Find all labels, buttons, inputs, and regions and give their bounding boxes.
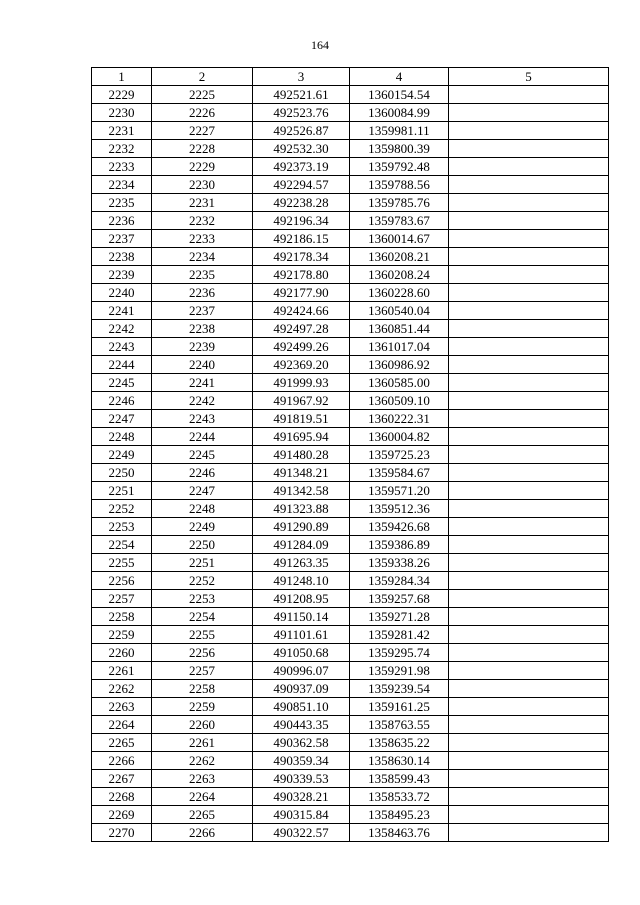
table-cell-col-2: 2240: [152, 356, 253, 374]
table-cell-col-1: 2244: [92, 356, 152, 374]
table-cell-col-4: 1360222.31: [350, 410, 449, 428]
table-cell-col-4: 1359257.68: [350, 590, 449, 608]
table-cell-col-2: 2266: [152, 824, 253, 842]
table-cell-col-1: 2269: [92, 806, 152, 824]
table-cell-col-5: [449, 698, 609, 716]
table-cell-col-3: 491323.88: [253, 500, 350, 518]
table-cell-col-4: 1359291.98: [350, 662, 449, 680]
table-cell-col-4: 1359783.67: [350, 212, 449, 230]
table-cell-col-1: 2234: [92, 176, 152, 194]
table-cell-col-3: 492238.28: [253, 194, 350, 212]
table-cell-col-5: [449, 788, 609, 806]
table-cell-col-4: 1360986.92: [350, 356, 449, 374]
table-row: [92, 464, 609, 482]
table-cell-col-4: 1359295.74: [350, 644, 449, 662]
table-cell-col-2: 2234: [152, 248, 253, 266]
table-cell-col-3: 491284.09: [253, 536, 350, 554]
table-cell-col-5: [449, 806, 609, 824]
table-cell-col-3: 491101.61: [253, 626, 350, 644]
table-cell-col-2: 2237: [152, 302, 253, 320]
table-cell-col-2: 2239: [152, 338, 253, 356]
table-cell-col-5: [449, 392, 609, 410]
table-cell-col-5: [449, 662, 609, 680]
table-cell-col-4: 1358495.23: [350, 806, 449, 824]
table-cell-col-1: 2253: [92, 518, 152, 536]
table-cell-col-5: [449, 140, 609, 158]
table-cell-col-5: [449, 554, 609, 572]
table-cell-col-2: 2258: [152, 680, 253, 698]
header-row: [92, 68, 609, 86]
table-cell-col-4: 1359788.56: [350, 176, 449, 194]
table-cell-col-4: 1360004.82: [350, 428, 449, 446]
table-cell-col-2: 2243: [152, 410, 253, 428]
table-row: [92, 770, 609, 788]
table-cell-col-2: 2241: [152, 374, 253, 392]
table-cell-col-3: 491695.94: [253, 428, 350, 446]
table-row: [92, 698, 609, 716]
table-cell-col-1: 2254: [92, 536, 152, 554]
table-cell-col-4: 1359281.42: [350, 626, 449, 644]
table-cell-col-3: 490937.09: [253, 680, 350, 698]
table-row: [92, 392, 609, 410]
table-cell-col-4: 1358630.14: [350, 752, 449, 770]
table-cell-col-1: 2251: [92, 482, 152, 500]
table-cell-col-4: 1358533.72: [350, 788, 449, 806]
table-cell-col-1: 2233: [92, 158, 152, 176]
table-cell-col-3: 492186.15: [253, 230, 350, 248]
table-cell-col-1: 2256: [92, 572, 152, 590]
table-row: [92, 716, 609, 734]
table-body: [92, 86, 609, 842]
table-cell-col-1: 2260: [92, 644, 152, 662]
table-cell-col-1: 2266: [92, 752, 152, 770]
table-cell-col-5: [449, 536, 609, 554]
table-cell-col-4: 1359161.25: [350, 698, 449, 716]
table-cell-col-1: 2242: [92, 320, 152, 338]
table-cell-col-4: 1360084.99: [350, 104, 449, 122]
table-row: [92, 554, 609, 572]
table-cell-col-4: 1359338.26: [350, 554, 449, 572]
table-cell-col-3: 492424.66: [253, 302, 350, 320]
table-cell-col-1: 2237: [92, 230, 152, 248]
header-cell-4: 4: [350, 68, 449, 86]
table-cell-col-2: 2247: [152, 482, 253, 500]
table-cell-col-5: [449, 626, 609, 644]
table-row: [92, 86, 609, 104]
table-cell-col-5: [449, 824, 609, 842]
table-row: [92, 122, 609, 140]
table-row: [92, 104, 609, 122]
table-cell-col-4: 1359284.34: [350, 572, 449, 590]
table-cell-col-2: 2245: [152, 446, 253, 464]
table-row: [92, 446, 609, 464]
table-cell-col-4: 1358463.76: [350, 824, 449, 842]
table-cell-col-3: 490362.58: [253, 734, 350, 752]
table-cell-col-3: 490328.21: [253, 788, 350, 806]
table-cell-col-1: 2235: [92, 194, 152, 212]
table-cell-col-2: 2246: [152, 464, 253, 482]
table-row: [92, 734, 609, 752]
table-cell-col-3: 492369.20: [253, 356, 350, 374]
table-row: [92, 302, 609, 320]
table-row: [92, 320, 609, 338]
table-row: [92, 212, 609, 230]
table-cell-col-1: 2259: [92, 626, 152, 644]
table-cell-col-2: 2232: [152, 212, 253, 230]
table-cell-col-2: 2259: [152, 698, 253, 716]
table-cell-col-2: 2251: [152, 554, 253, 572]
table-cell-col-2: 2226: [152, 104, 253, 122]
table-row: [92, 572, 609, 590]
table-cell-col-2: 2253: [152, 590, 253, 608]
table-cell-col-3: 491208.95: [253, 590, 350, 608]
table-cell-col-2: 2252: [152, 572, 253, 590]
table-cell-col-4: 1359981.11: [350, 122, 449, 140]
table-cell-col-2: 2231: [152, 194, 253, 212]
table-cell-col-5: [449, 284, 609, 302]
table-cell-col-2: 2249: [152, 518, 253, 536]
table-cell-col-3: 491050.68: [253, 644, 350, 662]
table-row: [92, 356, 609, 374]
table-row: [92, 536, 609, 554]
table-cell-col-5: [449, 752, 609, 770]
table-cell-col-5: [449, 428, 609, 446]
table-cell-col-5: [449, 194, 609, 212]
table-cell-col-4: 1360851.44: [350, 320, 449, 338]
header-cell-2: 2: [152, 68, 253, 86]
table-row: [92, 590, 609, 608]
table-cell-col-2: 2248: [152, 500, 253, 518]
table-cell-col-5: [449, 716, 609, 734]
table-cell-col-1: 2238: [92, 248, 152, 266]
table-cell-col-1: 2232: [92, 140, 152, 158]
table-cell-col-4: 1360228.60: [350, 284, 449, 302]
table-cell-col-3: 492526.87: [253, 122, 350, 140]
table-cell-col-3: 492499.26: [253, 338, 350, 356]
table-cell-col-3: 491263.35: [253, 554, 350, 572]
table-cell-col-1: 2247: [92, 410, 152, 428]
header-cell-3: 3: [253, 68, 350, 86]
table-cell-col-5: [449, 464, 609, 482]
table-cell-col-3: 492294.57: [253, 176, 350, 194]
table-cell-col-2: 2263: [152, 770, 253, 788]
table-cell-col-5: [449, 338, 609, 356]
table-cell-col-4: 1359584.67: [350, 464, 449, 482]
table-cell-col-4: 1360208.24: [350, 266, 449, 284]
table-row: [92, 752, 609, 770]
table-cell-col-1: 2262: [92, 680, 152, 698]
table-cell-col-4: 1359725.23: [350, 446, 449, 464]
table-cell-col-4: 1359239.54: [350, 680, 449, 698]
table-row: [92, 806, 609, 824]
table-cell-col-2: 2261: [152, 734, 253, 752]
table-cell-col-3: 492196.34: [253, 212, 350, 230]
table-row: [92, 788, 609, 806]
table-cell-col-3: 490322.57: [253, 824, 350, 842]
table-cell-col-2: 2254: [152, 608, 253, 626]
table-cell-col-2: 2230: [152, 176, 253, 194]
table-cell-col-3: 492523.76: [253, 104, 350, 122]
table-row: [92, 662, 609, 680]
table-cell-col-2: 2257: [152, 662, 253, 680]
table-cell-col-5: [449, 680, 609, 698]
table-cell-col-3: 492521.61: [253, 86, 350, 104]
page-number: 164: [311, 38, 329, 52]
table-cell-col-2: 2264: [152, 788, 253, 806]
table-row: [92, 338, 609, 356]
table-cell-col-2: 2225: [152, 86, 253, 104]
table-cell-col-1: 2257: [92, 590, 152, 608]
table-row: [92, 140, 609, 158]
table-cell-col-1: 2270: [92, 824, 152, 842]
coordinates-table: [91, 67, 609, 842]
table-cell-col-3: 490315.84: [253, 806, 350, 824]
table-cell-col-3: 491967.92: [253, 392, 350, 410]
table-cell-col-1: 2246: [92, 392, 152, 410]
table-cell-col-1: 2231: [92, 122, 152, 140]
table-cell-col-1: 2230: [92, 104, 152, 122]
table-cell-col-5: [449, 212, 609, 230]
table-cell-col-4: 1358635.22: [350, 734, 449, 752]
table-row: [92, 374, 609, 392]
table-cell-col-3: 492178.80: [253, 266, 350, 284]
table-cell-col-1: 2264: [92, 716, 152, 734]
table-cell-col-1: 2261: [92, 662, 152, 680]
table-cell-col-3: 491348.21: [253, 464, 350, 482]
table-cell-col-2: 2242: [152, 392, 253, 410]
table-row: [92, 194, 609, 212]
table-row: [92, 428, 609, 446]
table-cell-col-3: 492497.28: [253, 320, 350, 338]
table-cell-col-3: 491342.58: [253, 482, 350, 500]
table-cell-col-5: [449, 572, 609, 590]
table-cell-col-3: 490339.53: [253, 770, 350, 788]
table-row: [92, 482, 609, 500]
table-cell-col-2: 2260: [152, 716, 253, 734]
table-cell-col-5: [449, 230, 609, 248]
table-cell-col-4: 1360014.67: [350, 230, 449, 248]
table-row: [92, 644, 609, 662]
table-header: [92, 68, 609, 86]
table-cell-col-3: 491999.93: [253, 374, 350, 392]
table-cell-col-2: 2229: [152, 158, 253, 176]
table-cell-col-5: [449, 356, 609, 374]
table-cell-col-1: 2248: [92, 428, 152, 446]
table-cell-col-1: 2252: [92, 500, 152, 518]
table-cell-col-5: [449, 608, 609, 626]
table-cell-col-2: 2244: [152, 428, 253, 446]
table-cell-col-3: 491819.51: [253, 410, 350, 428]
table-cell-col-5: [449, 320, 609, 338]
table-row: [92, 266, 609, 284]
table-cell-col-4: 1360585.00: [350, 374, 449, 392]
table-cell-col-5: [449, 500, 609, 518]
table-row: [92, 608, 609, 626]
table-cell-col-4: 1359426.68: [350, 518, 449, 536]
table-cell-col-1: 2245: [92, 374, 152, 392]
table-cell-col-2: 2262: [152, 752, 253, 770]
table-cell-col-4: 1359785.76: [350, 194, 449, 212]
table-cell-col-3: 492373.19: [253, 158, 350, 176]
table-cell-col-4: 1359571.20: [350, 482, 449, 500]
table-cell-col-2: 2255: [152, 626, 253, 644]
table-cell-col-3: 491248.10: [253, 572, 350, 590]
table-cell-col-5: [449, 86, 609, 104]
table-cell-col-1: 2267: [92, 770, 152, 788]
table-cell-col-5: [449, 518, 609, 536]
table-row: [92, 824, 609, 842]
table-cell-col-2: 2228: [152, 140, 253, 158]
table-row: [92, 626, 609, 644]
table-cell-col-2: 2238: [152, 320, 253, 338]
table-cell-col-2: 2250: [152, 536, 253, 554]
table-cell-col-3: 490443.35: [253, 716, 350, 734]
table-cell-col-1: 2250: [92, 464, 152, 482]
table-row: [92, 680, 609, 698]
table-cell-col-5: [449, 122, 609, 140]
table-cell-col-5: [449, 770, 609, 788]
table-cell-col-4: 1359792.48: [350, 158, 449, 176]
table-cell-col-3: 491480.28: [253, 446, 350, 464]
table-cell-col-1: 2268: [92, 788, 152, 806]
table-cell-col-4: 1361017.04: [350, 338, 449, 356]
table-cell-col-4: 1360154.54: [350, 86, 449, 104]
table-cell-col-5: [449, 248, 609, 266]
table-cell-col-5: [449, 302, 609, 320]
table-cell-col-5: [449, 482, 609, 500]
table-cell-col-1: 2265: [92, 734, 152, 752]
table-cell-col-4: 1360540.04: [350, 302, 449, 320]
table-cell-col-1: 2255: [92, 554, 152, 572]
table-cell-col-3: 491290.89: [253, 518, 350, 536]
table-row: [92, 284, 609, 302]
table-cell-col-5: [449, 590, 609, 608]
table-cell-col-4: 1358763.55: [350, 716, 449, 734]
table-row: [92, 410, 609, 428]
table-cell-col-5: [449, 104, 609, 122]
table-cell-col-2: 2256: [152, 644, 253, 662]
table-cell-col-5: [449, 410, 609, 428]
table-cell-col-4: 1359271.28: [350, 608, 449, 626]
table-cell-col-4: 1359386.89: [350, 536, 449, 554]
table-cell-col-4: 1359800.39: [350, 140, 449, 158]
table-cell-col-2: 2235: [152, 266, 253, 284]
table-cell-col-1: 2236: [92, 212, 152, 230]
table-cell-col-5: [449, 266, 609, 284]
table-cell-col-4: 1358599.43: [350, 770, 449, 788]
table-cell-col-5: [449, 158, 609, 176]
table-cell-col-1: 2263: [92, 698, 152, 716]
table-cell-col-3: 492532.30: [253, 140, 350, 158]
table-cell-col-3: 490851.10: [253, 698, 350, 716]
table-cell-col-1: 2241: [92, 302, 152, 320]
table-cell-col-5: [449, 644, 609, 662]
table-cell-col-1: 2240: [92, 284, 152, 302]
table-row: [92, 230, 609, 248]
table-row: [92, 248, 609, 266]
table-cell-col-1: 2229: [92, 86, 152, 104]
table-cell-col-5: [449, 176, 609, 194]
table-cell-col-2: 2227: [152, 122, 253, 140]
table-cell-col-3: 490996.07: [253, 662, 350, 680]
table-cell-col-4: 1360208.21: [350, 248, 449, 266]
table-cell-col-2: 2265: [152, 806, 253, 824]
table-cell-col-5: [449, 446, 609, 464]
table-cell-col-2: 2236: [152, 284, 253, 302]
table-cell-col-5: [449, 374, 609, 392]
table-row: [92, 500, 609, 518]
table-cell-col-4: 1360509.10: [350, 392, 449, 410]
header-cell-5: 5: [449, 68, 609, 86]
table-cell-col-5: [449, 734, 609, 752]
table-cell-col-3: 491150.14: [253, 608, 350, 626]
table-cell-col-1: 2243: [92, 338, 152, 356]
table-cell-col-4: 1359512.36: [350, 500, 449, 518]
table-row: [92, 518, 609, 536]
table-cell-col-3: 492177.90: [253, 284, 350, 302]
table-cell-col-3: 490359.34: [253, 752, 350, 770]
header-cell-1: 1: [92, 68, 152, 86]
table-row: [92, 158, 609, 176]
table-cell-col-1: 2239: [92, 266, 152, 284]
table-row: [92, 176, 609, 194]
table-cell-col-1: 2249: [92, 446, 152, 464]
table-cell-col-2: 2233: [152, 230, 253, 248]
table-cell-col-3: 492178.34: [253, 248, 350, 266]
table-cell-col-1: 2258: [92, 608, 152, 626]
